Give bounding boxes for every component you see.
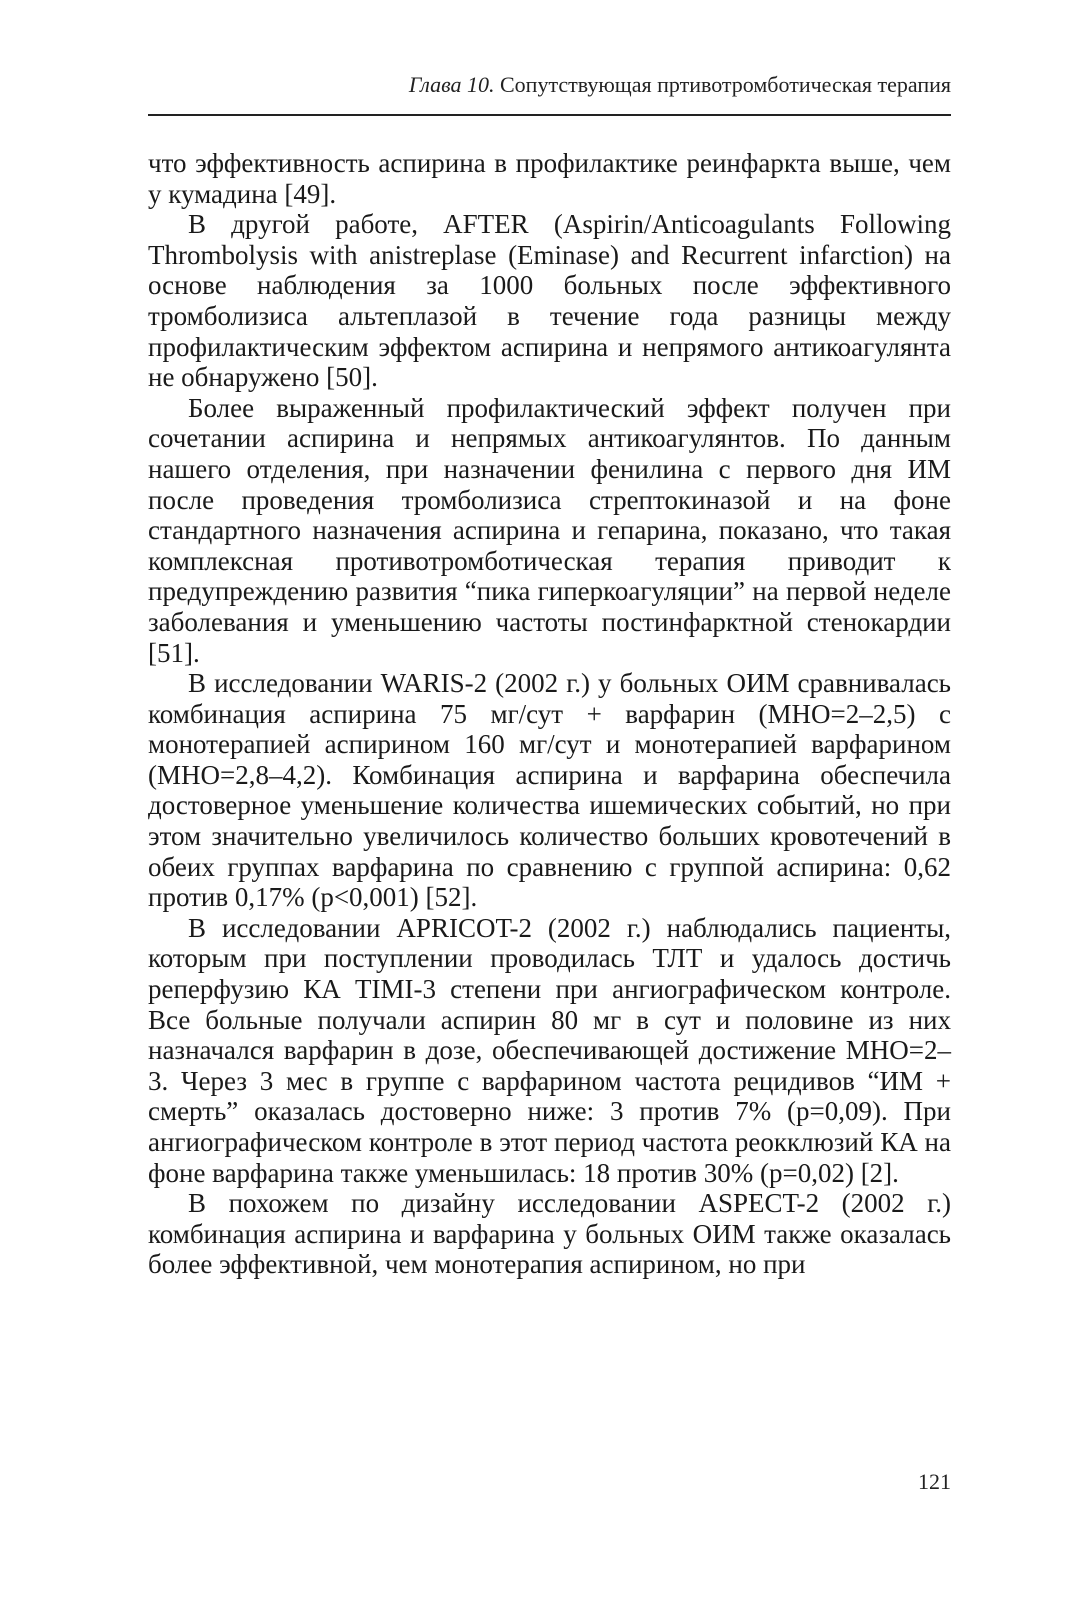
paragraph-3: Более выраженный профилактический эффект получен при сочетании аспирина и непрямых антикоагулянтов. По данным нашего отделения, при назначении фенилина с первого дня ИМ после проведения тромболизиса стрептокиназой и на фоне стандартного назначения аспирина и гепарина, показано, что такая комплексная противотромботическая терапия приводит к предупреждению развития “пика гиперкоагуляции” на первой неделе заболевания и уменьшению частоты постинфарктной стенокардии [51]. bbox=[148, 392, 951, 668]
body-text bbox=[148, 148, 951, 1280]
paragraph-4: В исследовании WARIS-2 (2002 г.) у больных ОИМ сравнивалась комбинация аспирина 75 мг/сут + варфарин (МНО=2–2,5) с монотерапией аспирином 160 мг/сут и монотерапией варфарином (МНО=2,8–4,2). Комбинация аспирина и варфарина обеспечила достоверное уменьшение количества ишемических событий, но при этом значительно увеличилось количество больших кровотечений в обеих группах варфарина по сравнению с группой аспирина: 0,62 против 0,17% (р<0,001) [52]. bbox=[148, 668, 951, 913]
chapter-label: Глава 10. bbox=[408, 72, 495, 97]
paragraph-5: В исследовании APRICOT-2 (2002 г.) наблюдались пациенты, которым при поступлении проводилась ТЛТ и удалось достичь реперфузию КА TIMI-3 степени при ангиографическом контроле. Все больные получали аспирин 80 мг в сут и половине из них назначался варфарин в дозе, обеспечивающей достижение МНО=2–3. Через 3 мес в группе с варфарином частота рецидивов “ИМ + смерть” оказалась достоверно ниже: 3 против 7% (р=0,09). При ангиографическом контроле в этот период частота реокклюзий КА на фоне варфарина также уменьшилась: 18 против 30% (р=0,02) [2]. bbox=[148, 912, 951, 1188]
paragraph-2: В другой работе, AFTER (Aspirin/Anticoagulants Following Thrombolysis with anistreplase (Eminase) and Recurrent infarction) на основе наблюдения за 1000 больных после эффективного тромболизиса альтеплазой в течение года разницы между профилактическим эффектом аспирина и непрямого антикоагулянта не обнаружено [50]. bbox=[148, 209, 951, 393]
page-number: 121 bbox=[918, 1469, 951, 1494]
paragraph-6: В похожем по дизайну исследовании ASPECT-2 (2002 г.) комбинация аспирина и варфарина у больных ОИМ также оказалась более эффективной, чем монотерапия аспирином, но при bbox=[148, 1188, 951, 1280]
running-header bbox=[148, 70, 951, 100]
paragraph-1: что эффективность аспирина в профилактике реинфаркта выше, чем у кумадина [49]. bbox=[148, 148, 951, 209]
header-divider bbox=[148, 114, 951, 116]
chapter-title: Сопутствующая пртивотромботическая терапия bbox=[500, 72, 951, 97]
